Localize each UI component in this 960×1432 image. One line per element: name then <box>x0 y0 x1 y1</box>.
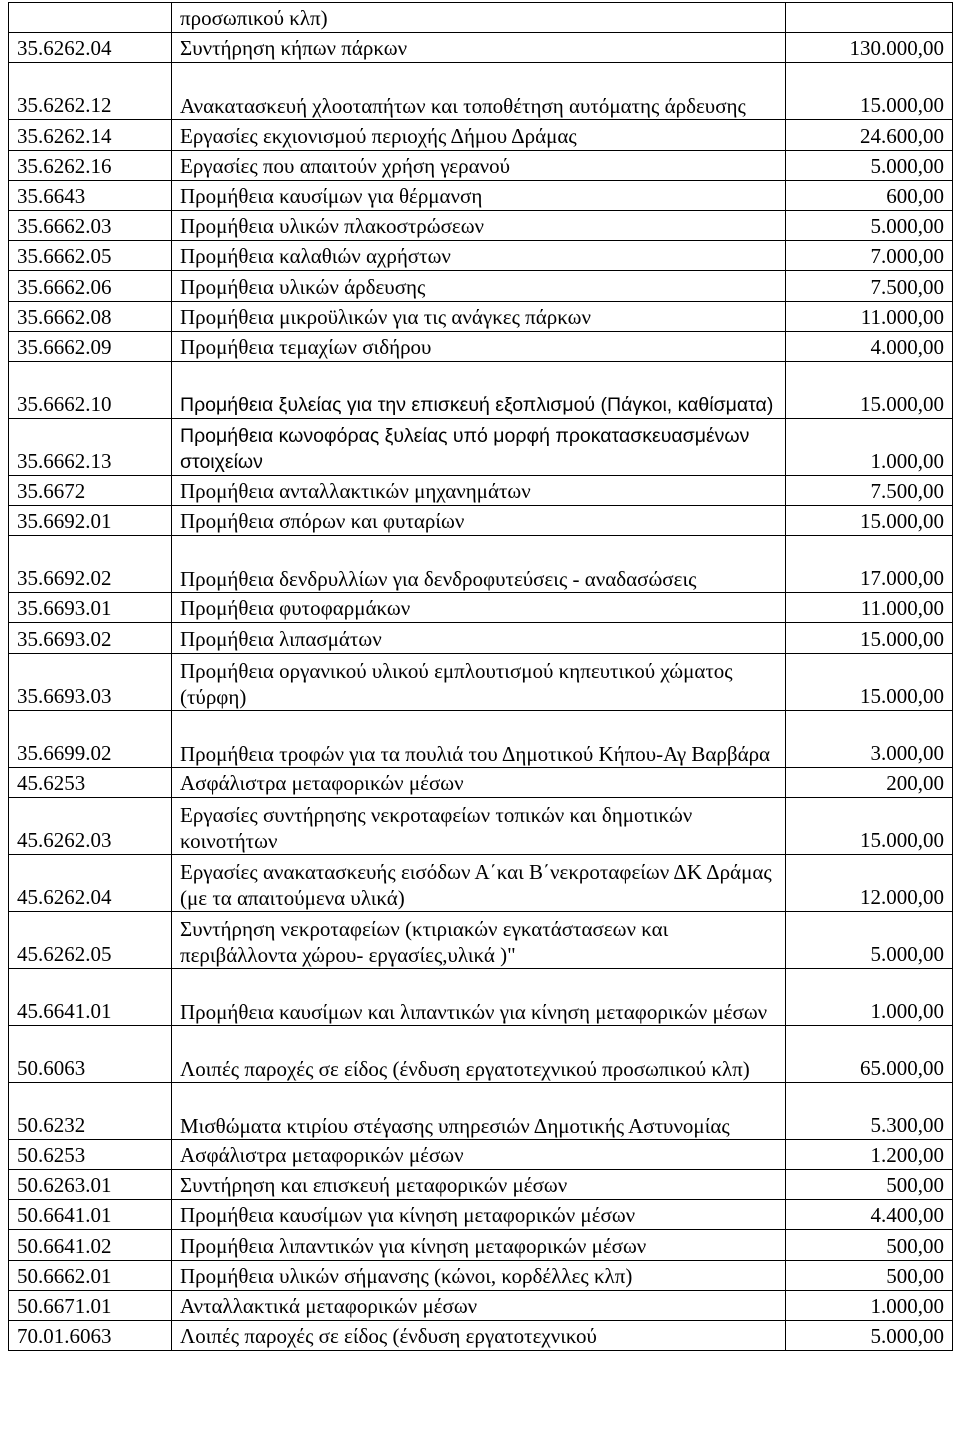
table-row <box>9 854 953 911</box>
row-description: Συντήρηση νεκροταφείων (κτιριακών εγκατάστασεων και περιβάλλοντα χώρου- εργασίες,υλικά )" <box>172 911 786 968</box>
row-code: 50.6063 <box>9 1025 172 1082</box>
row-amount: 11.000,00 <box>786 301 953 331</box>
row-amount: 1.000,00 <box>786 968 953 1025</box>
table-row <box>9 1260 953 1290</box>
row-description: Ασφάλιστρα μεταφορικών μέσων <box>172 767 786 797</box>
row-description: Προμήθεια υλικών άρδευσης <box>172 271 786 301</box>
row-description: Προμήθεια καυσίμων για κίνηση μεταφορικών μέσων <box>172 1200 786 1230</box>
budget-table <box>8 2 953 1351</box>
row-code: 35.6262.04 <box>9 33 172 63</box>
row-description: Εργασίες εκχιονισμού περιοχής Δήμου Δράμας <box>172 120 786 150</box>
row-code <box>9 3 172 33</box>
row-amount: 11.000,00 <box>786 593 953 623</box>
table-row <box>9 301 953 331</box>
row-amount: 500,00 <box>786 1170 953 1200</box>
table-row <box>9 150 953 180</box>
row-description: Εργασίες ανακατασκευής εισόδων Α΄και Β΄νεκροταφείων ΔΚ Δράμας (με τα απαιτούμενα υλικά) <box>172 854 786 911</box>
table-row <box>9 1139 953 1169</box>
table-row <box>9 418 953 475</box>
row-code: 35.6662.09 <box>9 331 172 361</box>
row-amount: 5.000,00 <box>786 1320 953 1350</box>
row-description: Προμήθεια οργανικού υλικού εμπλουτισμού κηπευτικού χώματος (τύρφη) <box>172 653 786 710</box>
row-description: Προμήθεια λιπαντικών για κίνηση μεταφορικών μέσων <box>172 1230 786 1260</box>
row-code: 50.6263.01 <box>9 1170 172 1200</box>
row-amount: 12.000,00 <box>786 854 953 911</box>
row-description: Εργασίες συντήρησης νεκροταφείων τοπικών και δημοτικών κοινοτήτων <box>172 797 786 854</box>
row-description: Προμήθεια σπόρων και φυταρίων <box>172 506 786 536</box>
row-amount: 15.000,00 <box>786 623 953 653</box>
table-row <box>9 710 953 767</box>
row-amount: 500,00 <box>786 1230 953 1260</box>
row-amount: 200,00 <box>786 767 953 797</box>
row-code: 45.6262.04 <box>9 854 172 911</box>
row-code: 35.6262.12 <box>9 63 172 120</box>
row-amount: 1.000,00 <box>786 418 953 475</box>
row-code: 35.6692.01 <box>9 506 172 536</box>
row-description: Προμήθεια τροφών για τα πουλιά του Δημοτικού Κήπου-Αγ Βαρβάρα <box>172 710 786 767</box>
table-row <box>9 63 953 120</box>
row-description: Προμήθεια κωνοφόρας ξυλείας υπό μορφή προκατασκευασμένων στοιχείων <box>172 418 786 475</box>
row-code: 35.6662.08 <box>9 301 172 331</box>
row-code: 35.6672 <box>9 475 172 505</box>
row-code: 35.6693.02 <box>9 623 172 653</box>
row-code: 50.6232 <box>9 1082 172 1139</box>
table-row <box>9 33 953 63</box>
row-amount: 600,00 <box>786 180 953 210</box>
row-description: Προμήθεια υλικών πλακοστρώσεων <box>172 210 786 240</box>
row-amount: 15.000,00 <box>786 506 953 536</box>
table-row <box>9 271 953 301</box>
row-amount: 15.000,00 <box>786 797 953 854</box>
row-amount: 17.000,00 <box>786 536 953 593</box>
row-description: Προμήθεια καλαθιών αχρήστων <box>172 241 786 271</box>
row-amount: 5.300,00 <box>786 1082 953 1139</box>
row-amount: 1.200,00 <box>786 1139 953 1169</box>
row-description: Προμήθεια ξυλείας για την επισκευή εξοπλισμού (Πάγκοι, καθίσματα) <box>172 361 786 418</box>
table-row <box>9 797 953 854</box>
row-code: 35.6693.03 <box>9 653 172 710</box>
table-row <box>9 1200 953 1230</box>
table-row <box>9 180 953 210</box>
row-amount: 5.000,00 <box>786 210 953 240</box>
row-description: Εργασίες που απαιτούν χρήση γερανού <box>172 150 786 180</box>
row-code: 35.6662.05 <box>9 241 172 271</box>
row-code: 45.6641.01 <box>9 968 172 1025</box>
table-row <box>9 1025 953 1082</box>
row-code: 45.6253 <box>9 767 172 797</box>
row-description: Λοιπές παροχές σε είδος (ένδυση εργατοτεχνικού προσωπικού κλπ) <box>172 1025 786 1082</box>
row-code: 35.6692.02 <box>9 536 172 593</box>
row-description: Προμήθεια ανταλλακτικών μηχανημάτων <box>172 475 786 505</box>
table-row <box>9 331 953 361</box>
table-row <box>9 968 953 1025</box>
row-code: 35.6662.06 <box>9 271 172 301</box>
row-code: 45.6262.05 <box>9 911 172 968</box>
row-code: 45.6262.03 <box>9 797 172 854</box>
row-amount: 15.000,00 <box>786 653 953 710</box>
row-amount: 3.000,00 <box>786 710 953 767</box>
row-amount: 24.600,00 <box>786 120 953 150</box>
row-amount: 4.000,00 <box>786 331 953 361</box>
row-description: Ανταλλακτικά μεταφορικών μέσων <box>172 1290 786 1320</box>
table-row <box>9 361 953 418</box>
row-amount: 65.000,00 <box>786 1025 953 1082</box>
row-description: Προμήθεια δενδρυλλίων για δενδροφυτεύσεις - αναδασώσεις <box>172 536 786 593</box>
row-amount: 1.000,00 <box>786 1290 953 1320</box>
table-row <box>9 767 953 797</box>
table-row <box>9 475 953 505</box>
row-description: προσωπικού κλπ) <box>172 3 786 33</box>
row-code: 35.6699.02 <box>9 710 172 767</box>
row-code: 35.6693.01 <box>9 593 172 623</box>
row-code: 50.6662.01 <box>9 1260 172 1290</box>
row-description: Λοιπές παροχές σε είδος (ένδυση εργατοτεχνικού <box>172 1320 786 1350</box>
row-description: Προμήθεια λιπασμάτων <box>172 623 786 653</box>
row-code: 35.6262.16 <box>9 150 172 180</box>
table-row <box>9 593 953 623</box>
row-amount: 130.000,00 <box>786 33 953 63</box>
row-amount: 7.500,00 <box>786 271 953 301</box>
row-amount: 7.500,00 <box>786 475 953 505</box>
table-row <box>9 210 953 240</box>
row-description: Προμήθεια μικροϋλικών για τις ανάγκες πάρκων <box>172 301 786 331</box>
row-description: Προμήθεια καυσίμων και λιπαντικών για κίνηση μεταφορικών μέσων <box>172 968 786 1025</box>
table-row <box>9 120 953 150</box>
table-row <box>9 1170 953 1200</box>
table-row <box>9 1082 953 1139</box>
table-row <box>9 3 953 33</box>
row-amount <box>786 3 953 33</box>
row-code: 35.6662.03 <box>9 210 172 240</box>
row-description: Συντήρηση και επισκευή μεταφορικών μέσων <box>172 1170 786 1200</box>
row-amount: 5.000,00 <box>786 150 953 180</box>
row-description: Προμήθεια υλικών σήμανσης (κώνοι, κορδέλλες κλπ) <box>172 1260 786 1290</box>
table-row <box>9 536 953 593</box>
row-code: 50.6253 <box>9 1139 172 1169</box>
row-description: Συντήρηση κήπων πάρκων <box>172 33 786 63</box>
row-amount: 500,00 <box>786 1260 953 1290</box>
row-description: Μισθώματα κτιρίου στέγασης υπηρεσιών Δημοτικής Αστυνομίας <box>172 1082 786 1139</box>
row-code: 35.6262.14 <box>9 120 172 150</box>
table-row <box>9 911 953 968</box>
table-row <box>9 1290 953 1320</box>
row-code: 35.6662.10 <box>9 361 172 418</box>
table-row <box>9 653 953 710</box>
row-description: Προμήθεια φυτοφαρμάκων <box>172 593 786 623</box>
row-amount: 7.000,00 <box>786 241 953 271</box>
row-code: 70.01.6063 <box>9 1320 172 1350</box>
table-row <box>9 623 953 653</box>
table-row <box>9 1230 953 1260</box>
row-code: 35.6662.13 <box>9 418 172 475</box>
row-code: 50.6641.02 <box>9 1230 172 1260</box>
row-amount: 5.000,00 <box>786 911 953 968</box>
row-description: Προμήθεια καυσίμων για θέρμανση <box>172 180 786 210</box>
table-row <box>9 506 953 536</box>
row-description: Ασφάλιστρα μεταφορικών μέσων <box>172 1139 786 1169</box>
row-code: 50.6671.01 <box>9 1290 172 1320</box>
table-row <box>9 1320 953 1350</box>
row-amount: 15.000,00 <box>786 63 953 120</box>
row-code: 35.6643 <box>9 180 172 210</box>
row-amount: 4.400,00 <box>786 1200 953 1230</box>
table-row <box>9 241 953 271</box>
row-code: 50.6641.01 <box>9 1200 172 1230</box>
row-description: Προμήθεια τεμαχίων σιδήρου <box>172 331 786 361</box>
row-description: Ανακατασκευή χλοοταπήτων και τοποθέτηση αυτόματης άρδευσης <box>172 63 786 120</box>
row-amount: 15.000,00 <box>786 361 953 418</box>
